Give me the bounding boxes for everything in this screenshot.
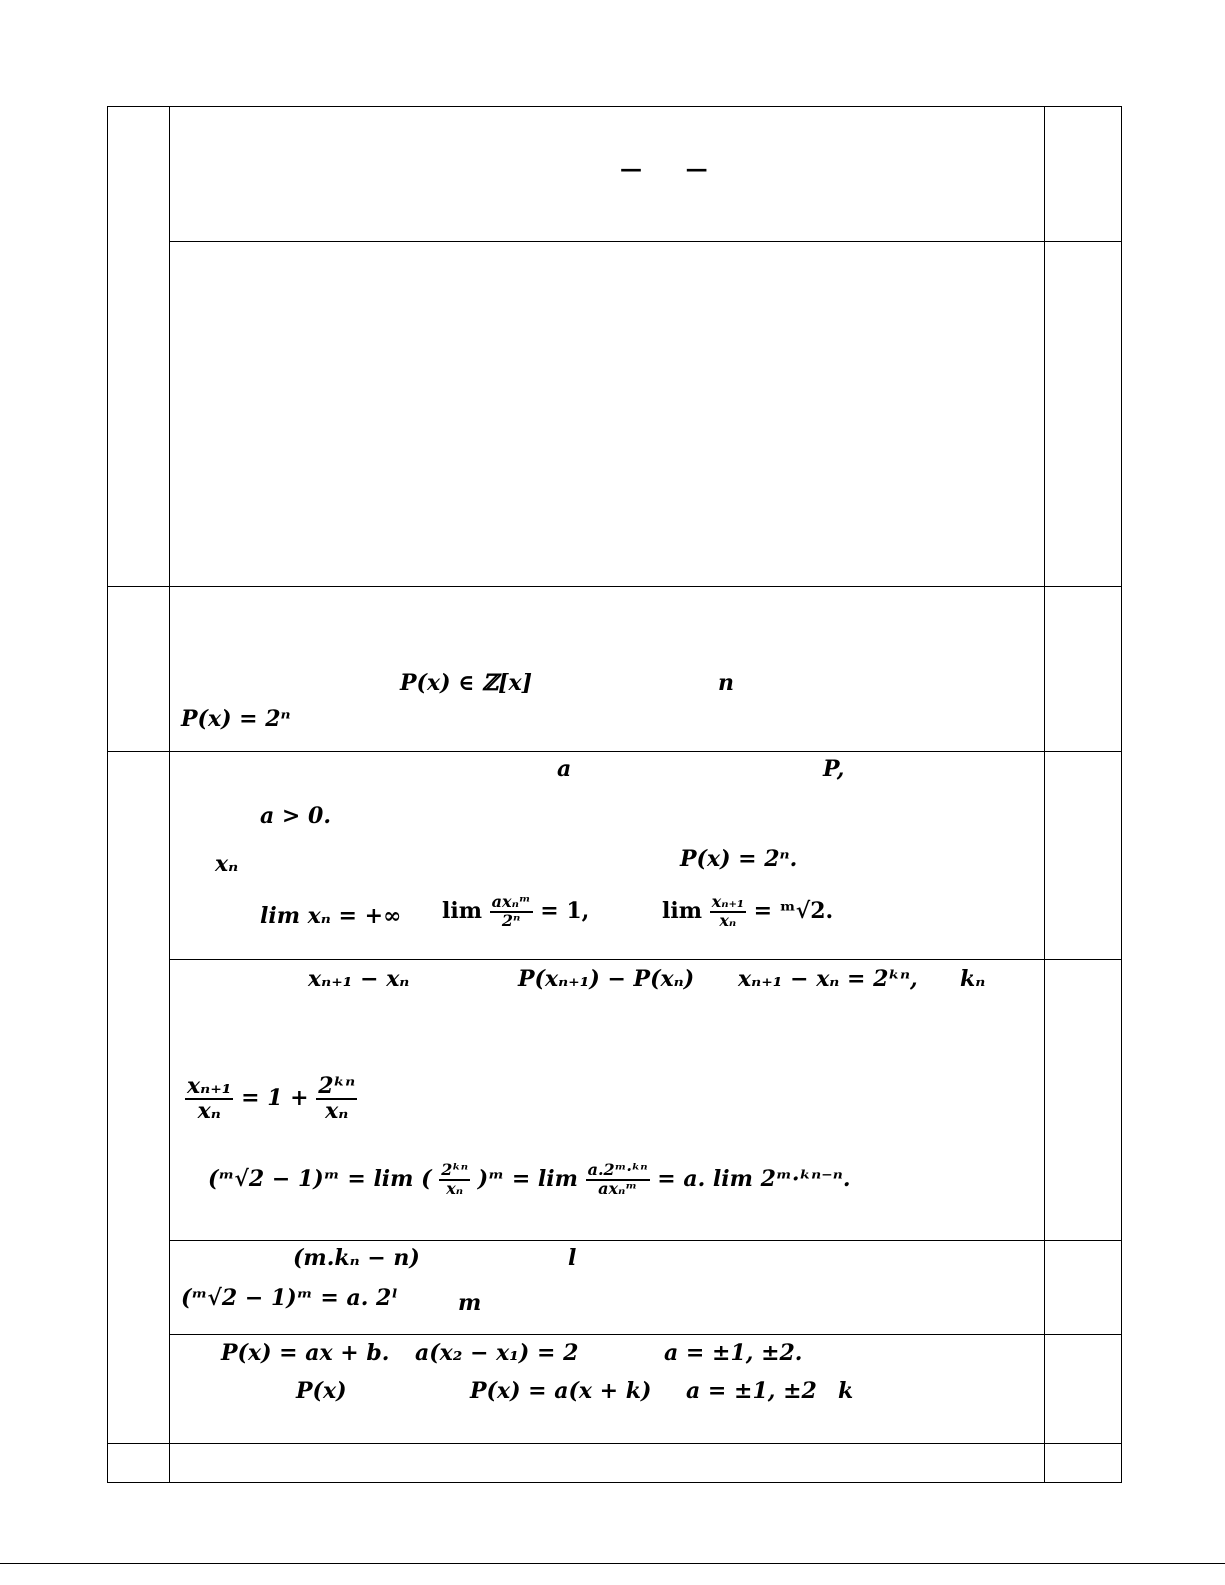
formula-limit-chain: (ᵐ√2 − 1)ᵐ = lim ( $\frac{\text{2ᵏⁿ}}{\text{xₙ}}$ )ᵐ = lim $\frac{\text{a.2ᵐ·ᵏⁿ}}{\text{axₙᵐ}}$ = a. lim 2ᵐ·ᵏⁿ⁻ⁿ.	[208, 1160, 851, 1198]
fraction	[710, 894, 746, 930]
row-divider	[107, 586, 1122, 587]
formula-p-comma: P,	[823, 756, 845, 782]
numerator: axₙᵐ	[491, 892, 531, 911]
formula-diff: xₙ₊₁ − xₙ	[308, 966, 410, 992]
formula-xn: xₙ	[215, 851, 239, 877]
row-divider	[107, 751, 1122, 752]
column-divider-right	[1044, 106, 1045, 1483]
lhs: (ᵐ√2 − 1)ᵐ = lim	[208, 1165, 414, 1192]
lim-label: lim	[442, 897, 482, 924]
formula-m: m	[458, 1290, 482, 1316]
formula-a-pm2: a = ±1, ±2	[686, 1378, 817, 1404]
fraction	[586, 1162, 650, 1198]
formula-bars: — —	[620, 156, 726, 182]
numerator: 2ᵏⁿ	[318, 1073, 356, 1099]
row-divider	[169, 1334, 1122, 1335]
formula-pdiff: P(xₙ₊₁) − P(xₙ)	[518, 966, 695, 992]
equals-root: = ᵐ√2.	[753, 897, 834, 924]
formula-diff-eq: xₙ₊₁ − xₙ = 2ᵏⁿ,	[738, 966, 918, 992]
formula-a: a	[557, 756, 572, 782]
formula-n: n	[718, 670, 734, 696]
formula-a-gt-0: a > 0.	[260, 803, 331, 829]
formula-l: l	[568, 1245, 577, 1271]
formula-px-eq: P(x) = a(x + k)	[470, 1378, 652, 1404]
formula-linear: P(x) = ax + b.	[221, 1340, 390, 1366]
lim-label: lim	[662, 897, 702, 924]
fraction	[185, 1075, 233, 1123]
rhs: = a. lim 2ᵐ·ᵏⁿ⁻ⁿ.	[657, 1165, 851, 1192]
formula-lim-xn: lim xₙ = +∞	[260, 903, 402, 929]
page-bottom-rule	[0, 1563, 1225, 1564]
numerator: xₙ₊₁	[711, 892, 744, 911]
fraction	[316, 1075, 357, 1123]
formula-k: k	[838, 1378, 854, 1404]
denominator: xₙ	[197, 1098, 221, 1125]
answer-table	[107, 106, 1122, 1483]
formula-mkn: (m.kₙ − n)	[293, 1245, 420, 1271]
formula-eq-a2l: (ᵐ√2 − 1)ᵐ = a. 2ˡ	[181, 1285, 398, 1311]
formula-p-in-zx: P(x) ∈ ℤ[x]	[400, 670, 533, 696]
denominator: xₙ	[719, 910, 737, 930]
denominator: axₙᵐ	[598, 1178, 638, 1198]
formula-ratio-identity	[185, 1075, 357, 1123]
row-divider	[107, 1443, 1122, 1444]
equals-one: = 1,	[540, 897, 590, 924]
numerator: a.2ᵐ·ᵏⁿ	[587, 1160, 648, 1179]
row-divider	[169, 241, 1122, 242]
formula-lim-ratio-1	[442, 894, 589, 930]
denominator: xₙ	[325, 1098, 349, 1125]
formula-p-eq-2n-dot: P(x) = 2ⁿ.	[680, 846, 798, 872]
formula-p-eq-2n: P(x) = 2ⁿ	[181, 706, 291, 732]
numerator: xₙ₊₁	[187, 1073, 232, 1099]
formula-a-pm: a = ±1, ±2.	[664, 1340, 803, 1366]
fraction	[439, 1162, 470, 1198]
formula-ax2x1: a(x₂ − x₁) = 2	[415, 1340, 579, 1366]
formula-px: P(x)	[296, 1378, 347, 1404]
formula-lim-ratio-2	[662, 894, 833, 930]
numerator: 2ᵏⁿ	[441, 1160, 469, 1179]
fraction	[490, 894, 533, 930]
denominator: 2ⁿ	[501, 910, 521, 930]
column-divider-left	[169, 106, 170, 1483]
denominator: xₙ	[446, 1178, 464, 1198]
middle: )ᵐ = lim	[477, 1165, 578, 1192]
row-divider	[169, 959, 1122, 960]
equals-one-plus: = 1 +	[241, 1085, 309, 1112]
row-divider	[169, 1240, 1122, 1241]
formula-kn: kₙ	[960, 966, 986, 992]
